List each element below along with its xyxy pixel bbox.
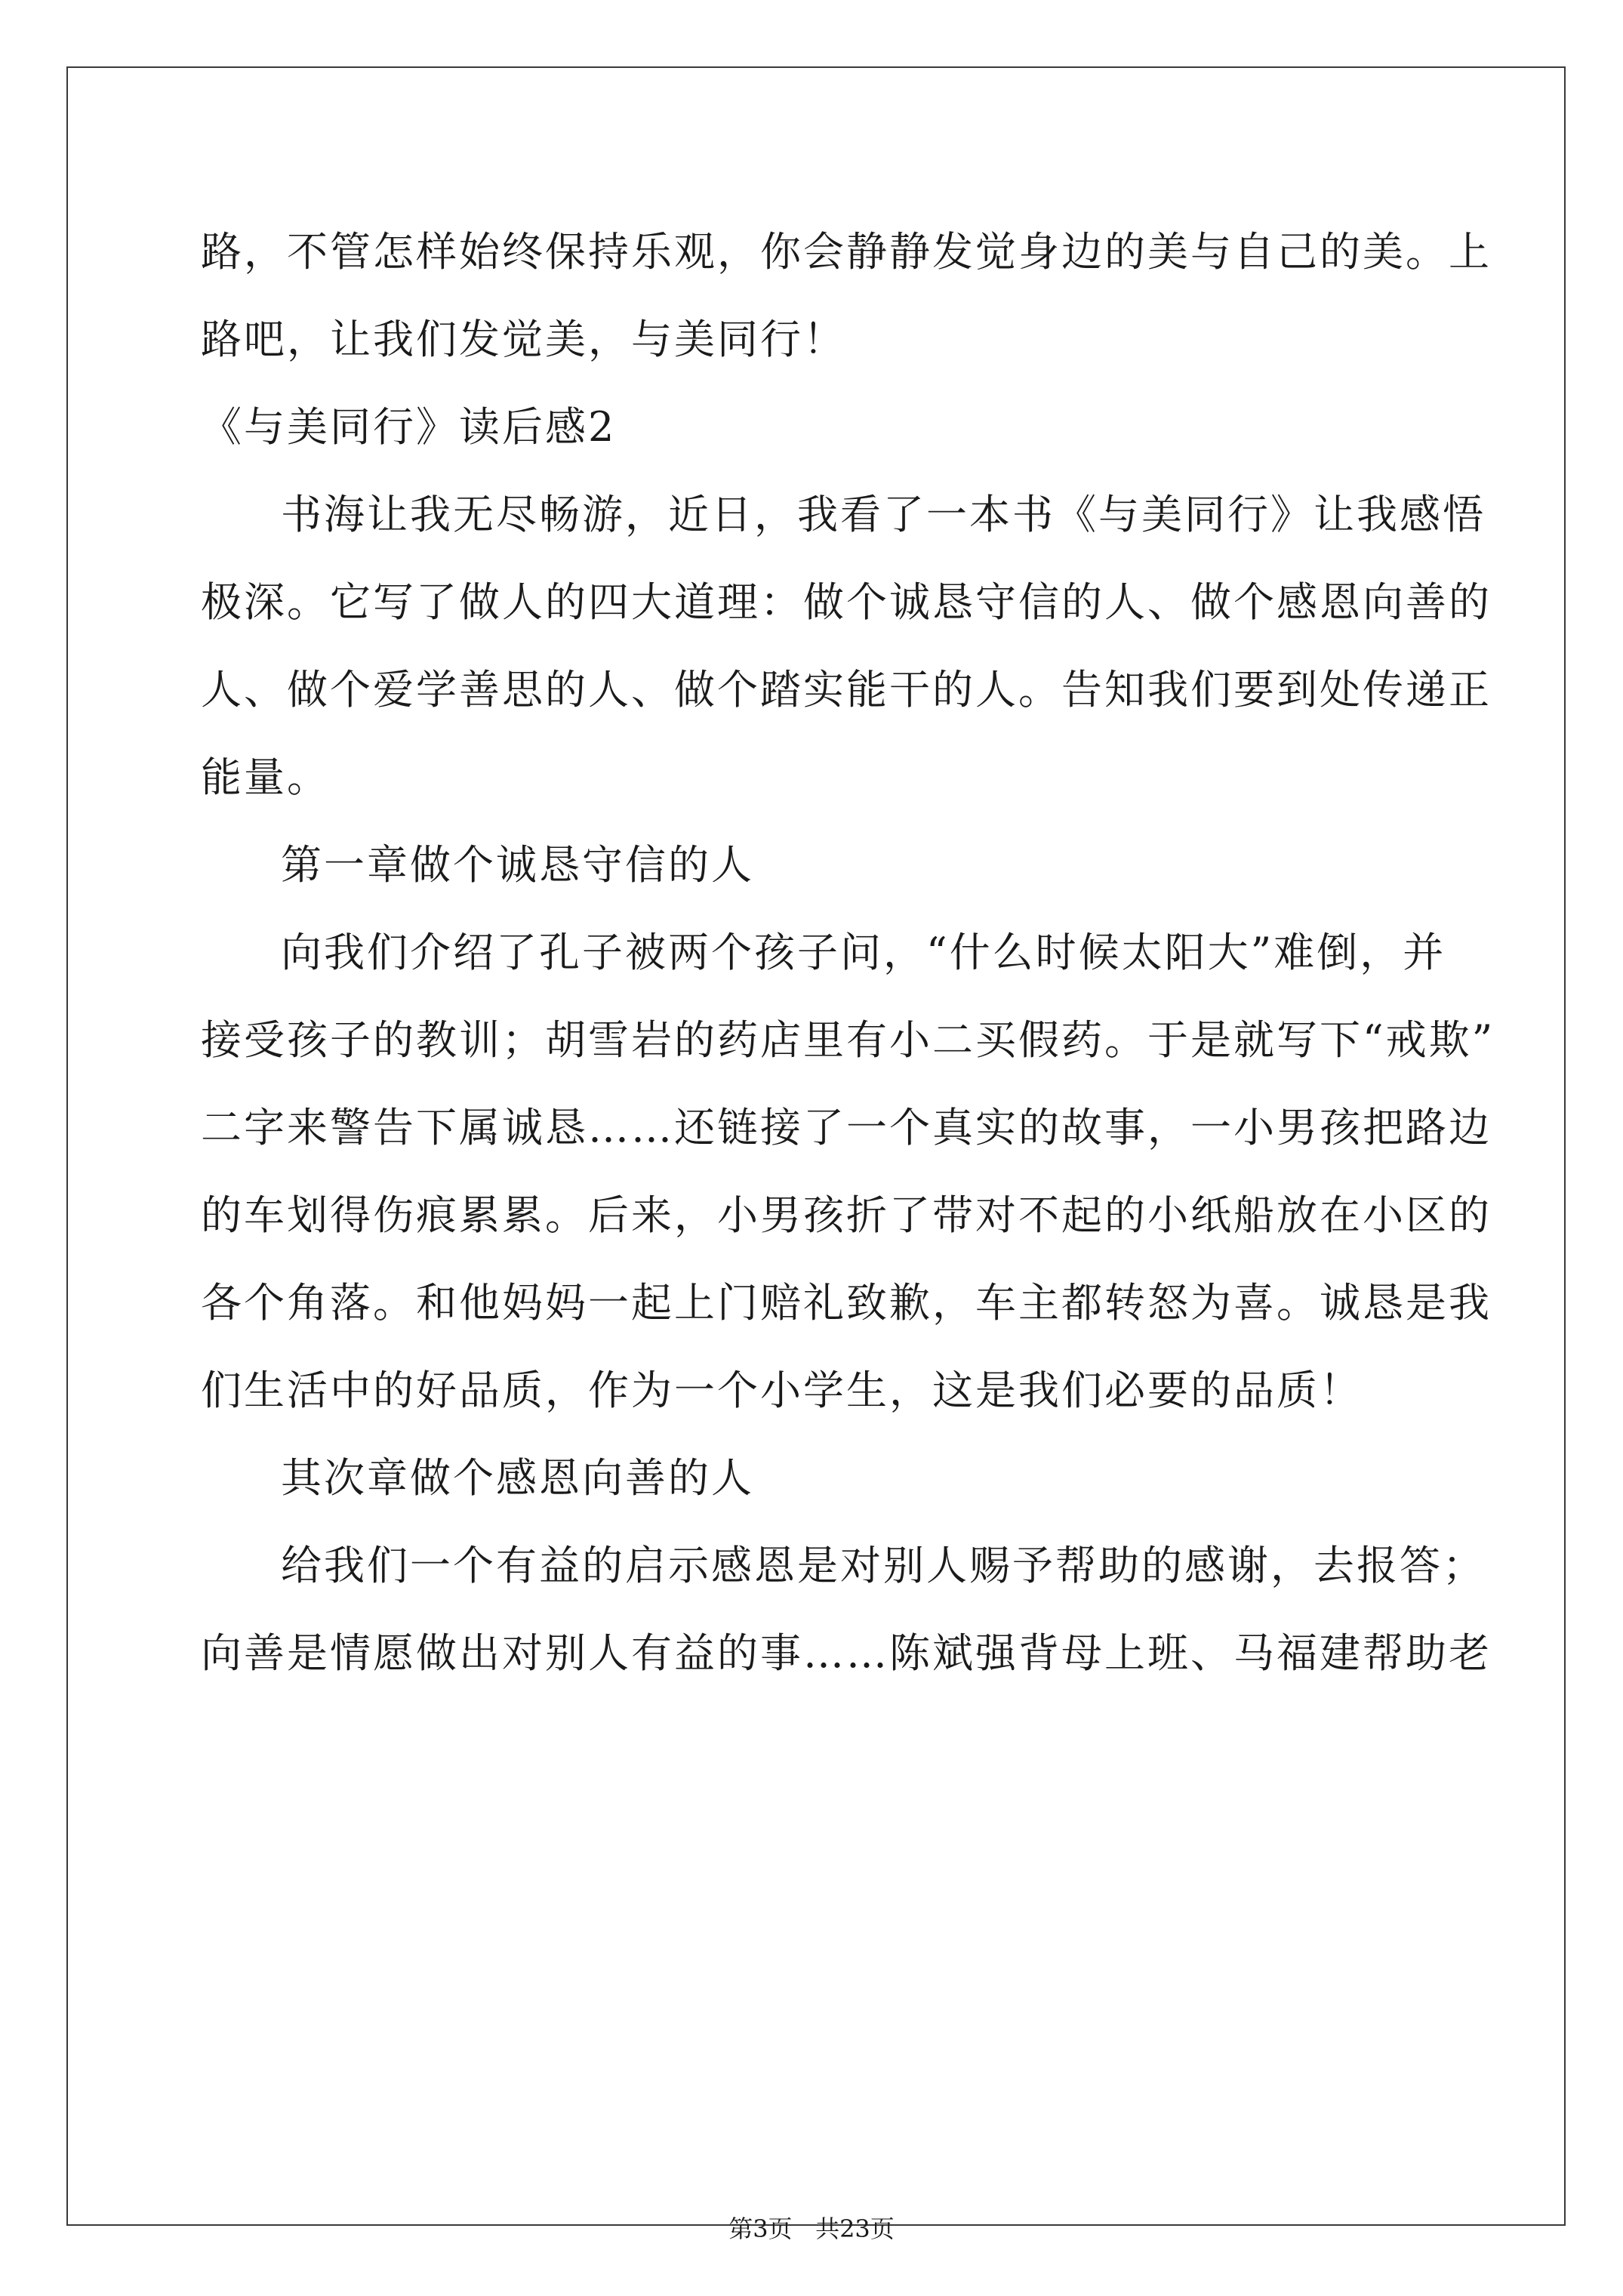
paragraph-start: 给我们一个有益的启示感恩是对别人赐予帮助的感谢，去报答； [281, 1542, 1486, 1589]
paragraph-start: 向我们介绍了孔子被两个孩子问，“什么时候太阳大”难倒，并 [281, 929, 1446, 976]
section-title: 《与美同行》读后感2 [201, 403, 617, 451]
body-line: 极深。它写了做人的四大道理：做个诚恳守信的人、做个感恩向善的 [201, 578, 1492, 626]
body-line: 路吧，让我们发觉美，与美同行！ [201, 316, 846, 363]
chapter-heading: 其次章做个感恩向善的人 [281, 1454, 754, 1502]
body-line: 能量。 [201, 754, 330, 801]
chapter-heading: 第一章做个诚恳守信的人 [281, 841, 754, 889]
body-line: 人、做个爱学善思的人、做个踏实能干的人。告知我们要到处传递正 [201, 666, 1492, 713]
page-number-footer: 第3页 共23页 [728, 2214, 895, 2243]
body-line: 向善是情愿做出对别人有益的事……陈斌强背母上班、马福建帮助老 [201, 1629, 1492, 1677]
body-line: 各个角落。和他妈妈一起上门赔礼致歉，车主都转怒为喜。诚恳是我 [201, 1279, 1492, 1327]
body-line: 接受孩子的教训；胡雪岩的药店里有小二买假药。于是就写下“戒欺” [201, 1016, 1495, 1064]
body-line: 路，不管怎样始终保持乐观，你会静静发觉身边的美与自己的美。上 [201, 228, 1492, 276]
body-line: 二字来警告下属诚恳……还链接了一个真实的故事，一小男孩把路边 [201, 1104, 1492, 1151]
paragraph-start: 书海让我无尽畅游，近日，我看了一本书《与美同行》让我感悟 [281, 491, 1486, 538]
body-line: 们生活中的好品质，作为一个小学生，这是我们必要的品质！ [201, 1367, 1363, 1414]
body-line: 的车划得伤痕累累。后来，小男孩折了带对不起的小纸船放在小区的 [201, 1191, 1492, 1239]
